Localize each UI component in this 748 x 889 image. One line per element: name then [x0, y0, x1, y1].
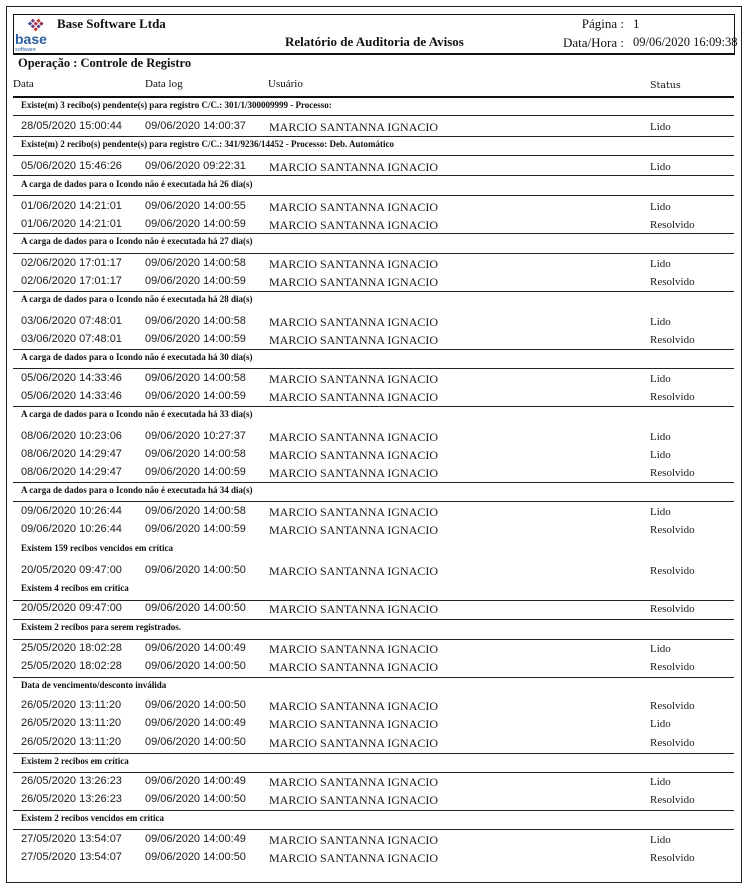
- cell-status: Lido: [650, 776, 671, 788]
- cell-status: Resolvido: [650, 794, 695, 806]
- cell-usuario: MARCIO SANTANNA IGNACIO: [269, 160, 439, 174]
- column-header-data-log: Data log: [145, 78, 183, 90]
- cell-usuario: MARCIO SANTANNA IGNACIO: [269, 523, 439, 537]
- group-divider: [13, 600, 734, 601]
- group-divider: [13, 501, 734, 502]
- group-divider: [13, 253, 734, 254]
- group-title: Existem 159 recibos vencidos em crítica: [21, 543, 174, 553]
- cell-status: Lido: [650, 449, 671, 461]
- cell-status: Resolvido: [650, 661, 695, 673]
- cell-status: Lido: [650, 316, 671, 328]
- cell-data-log: 09/06/2020 14:00:50: [145, 851, 246, 863]
- group-title: A carga de dados para o Icondo não é executada há 33 dia(s): [21, 409, 253, 419]
- datetime-label: Data/Hora :: [562, 35, 624, 50]
- page-label: Página :: [581, 16, 624, 31]
- operation-title: Operação : Controle de Registro: [18, 56, 192, 70]
- cell-data: 02/06/2020 17:01:17: [21, 257, 122, 269]
- column-header-data: Data: [13, 78, 34, 90]
- cell-data: 27/05/2020 13:54:07: [21, 851, 122, 863]
- cell-usuario: MARCIO SANTANNA IGNACIO: [269, 466, 439, 480]
- cell-data-log: 09/06/2020 14:00:58: [145, 315, 246, 327]
- cell-data-log: 09/06/2020 14:00:59: [145, 333, 246, 345]
- cell-usuario: MARCIO SANTANNA IGNACIO: [269, 430, 439, 444]
- cell-data-log: 09/06/2020 14:00:49: [145, 717, 246, 729]
- cell-status: Lido: [650, 121, 671, 133]
- group-title: Existem 2 recibos em crítica: [21, 756, 129, 766]
- cell-data: 27/05/2020 13:54:07: [21, 833, 122, 845]
- cell-data: 20/05/2020 09:47:00: [21, 564, 122, 576]
- group-title: A carga de dados para o Icondo não é executada há 30 dia(s): [21, 352, 253, 362]
- base-software-logo: [14, 16, 56, 52]
- group-divider: [13, 619, 734, 620]
- cell-data: 26/05/2020 13:11:20: [21, 699, 122, 711]
- report-title: Relatório de Auditoria de Avisos: [285, 34, 464, 49]
- cell-usuario: MARCIO SANTANNA IGNACIO: [269, 699, 439, 713]
- cell-usuario: MARCIO SANTANNA IGNACIO: [269, 120, 439, 134]
- group-divider: [13, 115, 734, 116]
- cell-data-log: 09/06/2020 14:00:59: [145, 275, 246, 287]
- group-title: A carga de dados para o Icondo não é executada há 26 dia(s): [21, 179, 253, 189]
- cell-usuario: MARCIO SANTANNA IGNACIO: [269, 372, 439, 386]
- cell-data-log: 09/06/2020 14:00:59: [145, 390, 246, 402]
- cell-status: Resolvido: [650, 700, 695, 712]
- group-divider: [13, 406, 734, 407]
- group-title: Data de vencimento/desconto inválida: [21, 680, 167, 690]
- group-divider: [13, 639, 734, 640]
- cell-data-log: 09/06/2020 14:00:58: [145, 372, 246, 384]
- cell-data: 08/06/2020 10:23:06: [21, 430, 122, 442]
- svg-text:software: software: [15, 47, 36, 52]
- cell-status: Lido: [650, 643, 671, 655]
- cell-data-log: 09/06/2020 14:00:59: [145, 523, 246, 535]
- cell-data-log: 09/06/2020 09:22:31: [145, 160, 246, 172]
- cell-usuario: MARCIO SANTANNA IGNACIO: [269, 505, 439, 519]
- cell-status: Resolvido: [650, 276, 695, 288]
- cell-status: Lido: [650, 161, 671, 173]
- cell-usuario: MARCIO SANTANNA IGNACIO: [269, 660, 439, 674]
- cell-data: 26/05/2020 13:26:23: [21, 775, 122, 787]
- cell-data-log: 09/06/2020 14:00:50: [145, 793, 246, 805]
- cell-data-log: 09/06/2020 14:00:55: [145, 200, 246, 212]
- cell-data-log: 09/06/2020 14:00:49: [145, 642, 246, 654]
- svg-text:base: base: [15, 31, 47, 47]
- cell-usuario: MARCIO SANTANNA IGNACIO: [269, 793, 439, 807]
- cell-status: Resolvido: [650, 565, 695, 577]
- cell-usuario: MARCIO SANTANNA IGNACIO: [269, 736, 439, 750]
- cell-status: Resolvido: [650, 852, 695, 864]
- cell-data-log: 09/06/2020 10:27:37: [145, 430, 246, 442]
- cell-status: Lido: [650, 834, 671, 846]
- cell-data: 25/05/2020 18:02:28: [21, 660, 122, 672]
- cell-usuario: MARCIO SANTANNA IGNACIO: [269, 315, 439, 329]
- cell-status: Resolvido: [650, 219, 695, 231]
- group-title: Existe(m) 3 recibo(s) pendente(s) para registro C/C.: 301/1/300009999 - Processo:: [21, 100, 332, 110]
- group-divider: [13, 482, 734, 483]
- group-divider: [13, 233, 734, 234]
- cell-status: Lido: [650, 718, 671, 730]
- group-divider: [13, 677, 734, 678]
- group-divider: [13, 155, 734, 156]
- cell-data-log: 09/06/2020 14:00:50: [145, 602, 246, 614]
- cell-data: 25/05/2020 18:02:28: [21, 642, 122, 654]
- group-title: A carga de dados para o Icondo não é executada há 28 dia(s): [21, 294, 253, 304]
- cell-data: 02/06/2020 17:01:17: [21, 275, 122, 287]
- cell-data: 09/06/2020 10:26:44: [21, 505, 122, 517]
- cell-data-log: 09/06/2020 14:00:37: [145, 120, 246, 132]
- column-header-status: Status: [650, 80, 681, 91]
- logo-icon: [14, 16, 56, 52]
- cell-status: Lido: [650, 431, 671, 443]
- cell-data-log: 09/06/2020 14:00:58: [145, 505, 246, 517]
- cell-usuario: MARCIO SANTANNA IGNACIO: [269, 642, 439, 656]
- cell-usuario: MARCIO SANTANNA IGNACIO: [269, 275, 439, 289]
- cell-data-log: 09/06/2020 14:00:49: [145, 833, 246, 845]
- cell-usuario: MARCIO SANTANNA IGNACIO: [269, 833, 439, 847]
- datetime-value: 09/06/2020 16:09:38: [633, 35, 738, 49]
- cell-data-log: 09/06/2020 14:00:49: [145, 775, 246, 787]
- cell-data-log: 09/06/2020 14:00:50: [145, 564, 246, 576]
- cell-usuario: MARCIO SANTANNA IGNACIO: [269, 448, 439, 462]
- cell-data: 03/06/2020 07:48:01: [21, 315, 122, 327]
- page-number: 1: [633, 16, 640, 31]
- cell-usuario: MARCIO SANTANNA IGNACIO: [269, 851, 439, 865]
- cell-data-log: 09/06/2020 14:00:50: [145, 660, 246, 672]
- cell-status: Resolvido: [650, 467, 695, 479]
- cell-usuario: MARCIO SANTANNA IGNACIO: [269, 775, 439, 789]
- group-divider: [13, 291, 734, 292]
- cell-data: 26/05/2020 13:11:20: [21, 736, 122, 748]
- cell-data: 03/06/2020 07:48:01: [21, 333, 122, 345]
- group-divider: [13, 810, 734, 811]
- cell-data: 08/06/2020 14:29:47: [21, 448, 122, 460]
- group-divider: [13, 349, 734, 350]
- cell-data: 05/06/2020 15:46:26: [21, 160, 122, 172]
- column-header-usuario: Usuário: [268, 78, 303, 90]
- cell-usuario: MARCIO SANTANNA IGNACIO: [269, 333, 439, 347]
- cell-data-log: 09/06/2020 14:00:59: [145, 218, 246, 230]
- cell-data-log: 09/06/2020 14:00:58: [145, 448, 246, 460]
- cell-status: Resolvido: [650, 737, 695, 749]
- cell-status: Resolvido: [650, 391, 695, 403]
- group-title: Existe(m) 2 recibo(s) pendente(s) para registro C/C.: 341/9236/14452 - Processo: Deb. Automático: [21, 139, 395, 149]
- group-divider: [13, 175, 734, 176]
- group-divider: [13, 136, 734, 137]
- cell-data: 01/06/2020 14:21:01: [21, 200, 122, 212]
- cell-usuario: MARCIO SANTANNA IGNACIO: [269, 602, 439, 616]
- group-divider: [13, 829, 734, 830]
- cell-usuario: MARCIO SANTANNA IGNACIO: [269, 717, 439, 731]
- cell-data-log: 09/06/2020 14:00:50: [145, 699, 246, 711]
- group-title: A carga de dados para o Icondo não é executada há 34 dia(s): [21, 485, 253, 495]
- group-divider: [13, 772, 734, 773]
- cell-data: 09/06/2020 10:26:44: [21, 523, 122, 535]
- cell-data: 26/05/2020 13:26:23: [21, 793, 122, 805]
- cell-data: 26/05/2020 13:11:20: [21, 717, 122, 729]
- group-divider: [13, 368, 734, 369]
- cell-data-log: 09/06/2020 14:00:58: [145, 257, 246, 269]
- cell-status: Lido: [650, 258, 671, 270]
- cell-data-log: 09/06/2020 14:00:59: [145, 466, 246, 478]
- cell-data: 05/06/2020 14:33:46: [21, 390, 122, 402]
- group-divider: [13, 753, 734, 754]
- cell-usuario: MARCIO SANTANNA IGNACIO: [269, 200, 439, 214]
- cell-usuario: MARCIO SANTANNA IGNACIO: [269, 218, 439, 232]
- cell-usuario: MARCIO SANTANNA IGNACIO: [269, 564, 439, 578]
- cell-usuario: MARCIO SANTANNA IGNACIO: [269, 390, 439, 404]
- cell-data: 01/06/2020 14:21:01: [21, 218, 122, 230]
- company-name: Base Software Ltda: [57, 16, 166, 31]
- cell-status: Resolvido: [650, 524, 695, 536]
- group-title: A carga de dados para o Icondo não é executada há 27 dia(s): [21, 236, 253, 246]
- cell-data: 05/06/2020 14:33:46: [21, 372, 122, 384]
- cell-status: Resolvido: [650, 334, 695, 346]
- cell-data-log: 09/06/2020 14:00:50: [145, 736, 246, 748]
- cell-status: Lido: [650, 373, 671, 385]
- group-title: Existem 4 recibos em crítica: [21, 583, 129, 593]
- cell-status: Resolvido: [650, 603, 695, 615]
- cell-status: Lido: [650, 201, 671, 213]
- cell-status: Lido: [650, 506, 671, 518]
- header-divider: [13, 96, 734, 98]
- group-title: Existem 2 recibos para serem registrados.: [21, 622, 181, 632]
- cell-data: 20/05/2020 09:47:00: [21, 602, 122, 614]
- cell-data: 08/06/2020 14:29:47: [21, 466, 122, 478]
- cell-usuario: MARCIO SANTANNA IGNACIO: [269, 257, 439, 271]
- group-divider: [13, 195, 734, 196]
- group-title: Existem 2 recibos vencidos em crítica: [21, 813, 165, 823]
- cell-data: 28/05/2020 15:00:44: [21, 120, 122, 132]
